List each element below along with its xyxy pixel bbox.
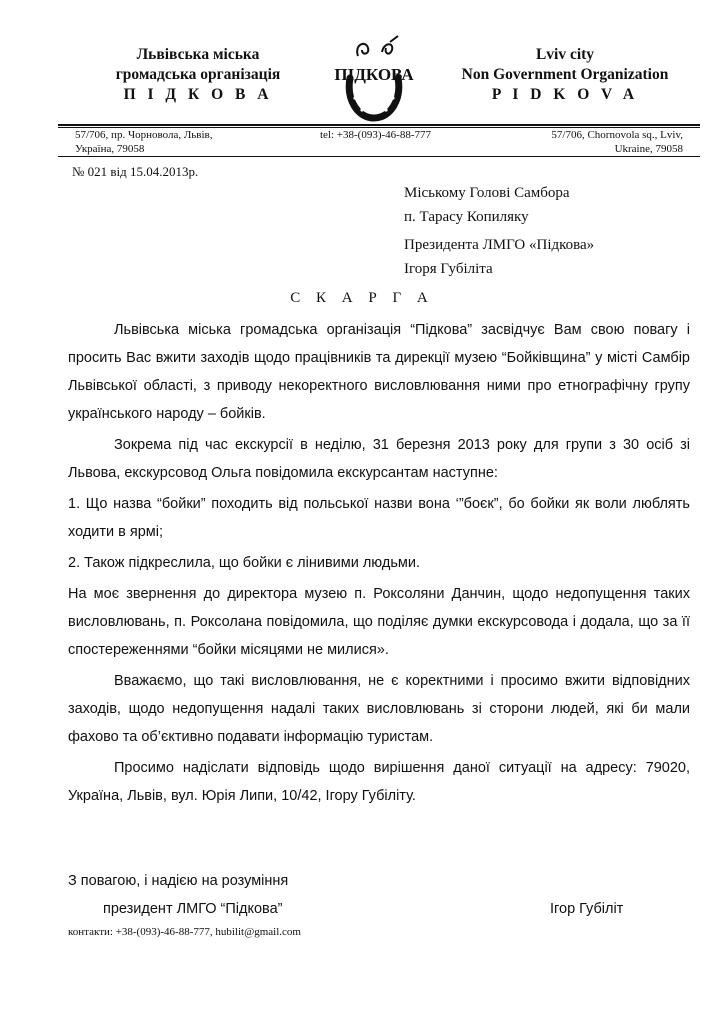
pidkova-logo	[328, 34, 420, 124]
address-ua-line-2: Україна, 79058	[75, 143, 145, 155]
document-title: С К А Р Г А	[290, 290, 434, 306]
closing-line: З повагою, і надією на розуміння	[68, 873, 289, 889]
address-divider	[58, 156, 700, 157]
phone-number: tel: +38-(093)-46-88-777	[320, 129, 431, 141]
org-ua-line-1: Львівська міська	[136, 46, 260, 63]
body-paragraph: На моє звернення до директора музею п. Роксоляни Данчин, щодо недопущення таких висловлювань, п. Роксолана повідомила, що поділяє думки екскурсовода і додала, що за її спостереженнями “бойки місяцями не милися».	[68, 586, 690, 658]
address-en-line-1: 57/706, Chornovola sq., Lviv,	[551, 129, 683, 141]
signature-name: Ігор Губіліт	[550, 901, 624, 917]
body-paragraph: 2. Також підкреслила, що бойки є лінивими людьми.	[68, 555, 420, 571]
recipient-block	[404, 181, 570, 229]
address-ua-line-1: 57/706, пр. Чорновола, Львів,	[75, 129, 213, 141]
body-paragraph: Львівська міська громадська організація “Підкова” засвідчує Вам свою повагу і просить Вас вжити заходів щодо працівників та дирекції музею “Бойківщина” у місті Самбір Львівської області, з приводу некоректного висловлювання ними про етнографічну групу українського народу – бойків.	[68, 322, 690, 422]
org-en-line-2: Non Government Organization	[461, 66, 669, 83]
document-number: № 021 від 15.04.2013р.	[72, 164, 199, 179]
address-ukrainian	[75, 128, 213, 156]
recipient-line-2: п. Тарасу Копиляку	[404, 209, 529, 225]
header-divider	[58, 124, 700, 126]
logo-text: ПІДКОВА	[334, 65, 414, 84]
body-paragraph: Вважаємо, що такі висловлювання, не є коректними і просимо вжити відповідних заходів, щодо недопущення надалі таких висловлювань зі сторони людей, які би мали фахово та об’єктивно подавати інформацію туристам.	[68, 673, 690, 745]
org-name-ukrainian	[88, 45, 308, 105]
body-paragraph: Зокрема під час екскурсії в неділю, 31 березня 2013 року для групи з 30 осіб зі Львова, екскурсовод Ольга повідомила екскурсантам наступне:	[68, 437, 690, 481]
signature-title: президент ЛМГО “Підкова”	[103, 901, 283, 917]
body-paragraph: 1. Що назва “бойки” походить від польської назви вона ‘”боєк”, бо бойки як воли люблять ходити в ярмі;	[68, 496, 690, 540]
org-en-line-1: Lviv city	[535, 46, 595, 63]
recipient-line-1: Міському Голові Самбора	[404, 185, 570, 201]
contacts-line: контакти: +38-(093)-46-88-777, hubilit@gmail.com	[68, 926, 301, 938]
sender-line-2: Ігоря Губіліта	[404, 261, 493, 277]
document-body	[68, 316, 690, 813]
address-en-line-2: Ukraine, 79058	[614, 143, 683, 155]
org-name-english	[430, 45, 700, 105]
address-english	[551, 128, 683, 156]
sender-line-1: Президента ЛМГО «Підкова»	[404, 237, 595, 253]
org-ua-line-3: П І Д К О В А	[123, 86, 273, 103]
sender-block	[404, 233, 594, 281]
org-ua-line-2: громадська організація	[115, 66, 281, 83]
body-paragraph: Просимо надіслати відповідь щодо вирішення даної ситуації на адресу: 79020, Україна, Львів, вул. Юрія Липи, 10/42, Ігору Губіліту.	[68, 760, 690, 804]
org-en-line-3: P I D K O V A	[491, 86, 639, 103]
